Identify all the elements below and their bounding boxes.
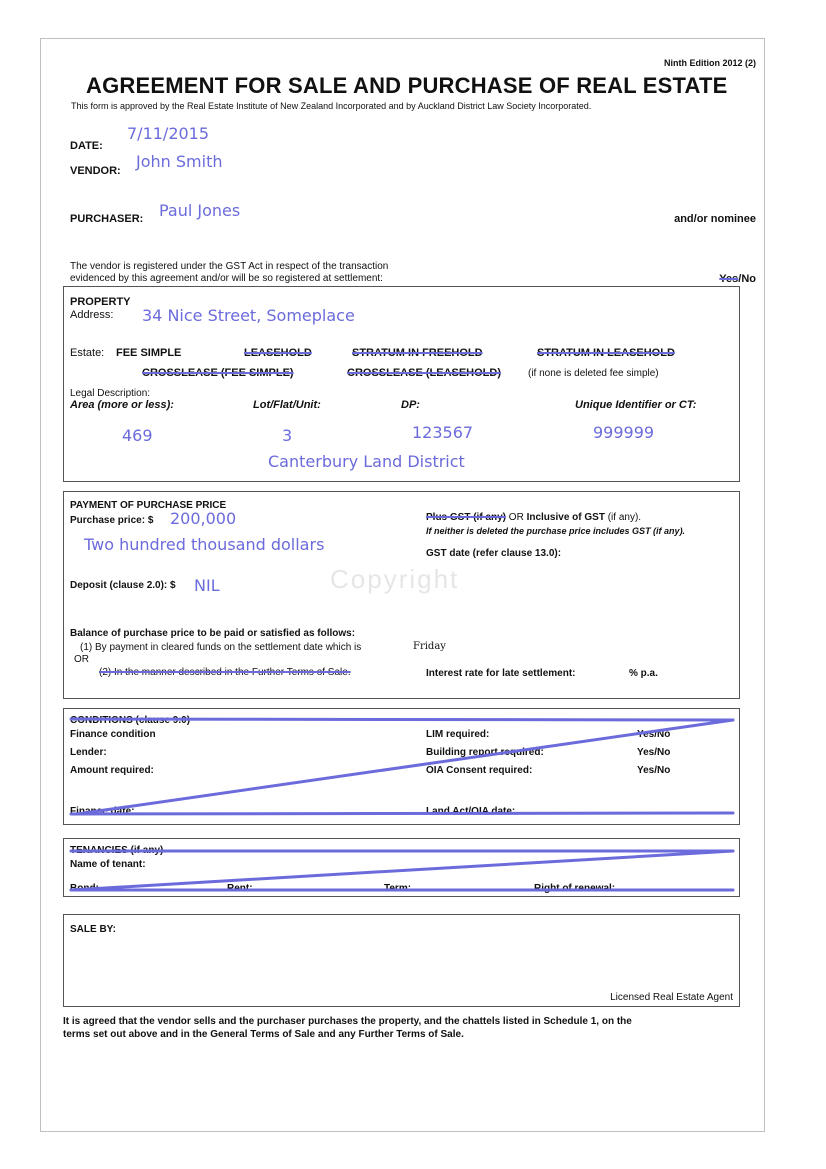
vendor-label: VENDOR: <box>70 165 121 177</box>
deposit-value[interactable]: NIL <box>194 576 220 595</box>
or-text: OR <box>506 512 527 523</box>
ct-label: Unique Identifier or CT: <box>575 399 697 411</box>
or-label: OR <box>74 654 89 665</box>
estate-none-deleted: (if none is deleted fee simple) <box>528 368 659 379</box>
agreement-text-2: terms set out above and in the General Terms of Sale and any Further Terms of Sale. <box>63 1029 464 1040</box>
oia-yes-no[interactable]: Yes/No <box>637 765 671 776</box>
plus-gst-struck: Plus GST (if any) <box>426 512 507 523</box>
form-page <box>40 38 765 1132</box>
estate-crosslease-fee[interactable]: CROSSLEASE (FEE SIMPLE) <box>142 367 294 379</box>
payment-option-1[interactable]: (1) By payment in cleared funds on the settlement date which is <box>80 642 362 653</box>
nominee-label: and/or nominee <box>674 213 756 225</box>
payment-heading: PAYMENT OF PURCHASE PRICE <box>70 500 227 511</box>
estate-label: Estate: <box>70 347 105 359</box>
edition-label: Ninth Edition 2012 (2) <box>663 58 756 68</box>
building-yes-no[interactable]: Yes/No <box>637 747 671 758</box>
lender-label: Lender: <box>70 747 107 758</box>
interest-rate-label: Interest rate for late settlement: <box>426 668 576 679</box>
renewal-label: Right of renewal: <box>534 883 616 894</box>
settlement-day-value[interactable]: Friday <box>413 641 446 652</box>
estate-stratum-leasehold[interactable]: STRATUM IN LEASEHOLD <box>537 347 675 359</box>
neither-deleted-note: If neither is deleted the purchase price includes GST (if any). <box>426 526 686 536</box>
lot-value[interactable]: 3 <box>282 426 293 445</box>
copyright-watermark: Copyright <box>330 564 460 594</box>
estate-crosslease-lease[interactable]: CROSSLEASE (LEASEHOLD) <box>347 367 502 379</box>
estate-stratum-freehold[interactable]: STRATUM IN FREEHOLD <box>352 347 483 359</box>
gst-line-1: The vendor is registered under the GST Act in respect of the transaction <box>70 261 389 272</box>
purchaser-value[interactable]: Paul Jones <box>159 201 241 220</box>
finance-date-label: Finance date: <box>70 806 135 817</box>
sale-by-heading: SALE BY: <box>70 924 116 935</box>
estate-fee-simple[interactable]: FEE SIMPLE <box>116 347 182 359</box>
conditions-strike-bottom <box>71 813 733 814</box>
legal-description-label: Legal Description: <box>70 388 151 399</box>
form-title: AGREEMENT FOR SALE AND PURCHASE OF REAL ESTATE <box>86 73 728 98</box>
percent-pa-label: % p.a. <box>629 668 658 679</box>
dp-value[interactable]: 123567 <box>412 423 474 442</box>
agreement-text-1: It is agreed that the vendor sells and the purchaser purchases the property, and the chattels listed in Schedule 1, on the <box>63 1016 632 1027</box>
tenant-name-label: Name of tenant: <box>70 859 146 870</box>
deposit-label: Deposit (clause 2.0): $ <box>70 580 176 591</box>
building-report-label: Building report required: <box>426 747 544 758</box>
address-value[interactable]: 34 Nice Street, Someplace <box>142 306 355 325</box>
lim-yes-no[interactable]: Yes/No <box>637 729 671 740</box>
property-heading: PROPERTY <box>70 296 131 308</box>
agent-label: Licensed Real Estate Agent <box>610 992 733 1003</box>
purchaser-label: PURCHASER: <box>70 213 144 225</box>
ct-value[interactable]: 999999 <box>593 423 655 442</box>
amount-required-label: Amount required: <box>70 765 154 776</box>
conditions-heading: CONDITIONS (clause 9.0) <box>70 715 191 726</box>
dp-label: DP: <box>401 399 420 411</box>
bond-label: Bond: <box>70 883 99 894</box>
tenancies-strike-diagonal <box>71 851 733 890</box>
area-value[interactable]: 469 <box>122 426 153 445</box>
address-label: Address: <box>70 309 114 321</box>
purchase-price-words[interactable]: Two hundred thousand dollars <box>84 535 325 554</box>
conditions-strike-diagonal <box>77 720 733 814</box>
lot-label: Lot/Flat/Unit: <box>253 399 321 411</box>
if-any-text: (if any). <box>604 512 642 523</box>
date-label: DATE: <box>70 140 103 152</box>
form-subtitle: This form is approved by the Real Estate Institute of New Zealand Incorporated and by Auckland District Law Society Incorporated. <box>71 101 592 111</box>
lim-required-label: LIM required: <box>426 729 490 740</box>
estate-leasehold[interactable]: LEASEHOLD <box>244 347 312 359</box>
inclusive-gst: Inclusive of GST <box>526 512 605 523</box>
term-label: Term: <box>384 883 412 894</box>
conditions-strike-top <box>71 719 733 720</box>
gst-date-label: GST date (refer clause 13.0): <box>426 548 562 559</box>
payment-option-2[interactable]: (2) In the manner described in the Further Terms of Sale. <box>99 667 351 678</box>
finance-condition-label: Finance condition <box>70 729 156 740</box>
purchase-price-label: Purchase price: $ <box>70 515 154 526</box>
land-act-date-label: Land Act/OIA date: <box>426 806 516 817</box>
land-district-value[interactable]: Canterbury Land District <box>268 452 465 471</box>
area-label: Area (more or less): <box>70 399 174 411</box>
oia-consent-label: OIA Consent required: <box>426 765 533 776</box>
rent-label: Rent: <box>227 883 253 894</box>
vendor-value[interactable]: John Smith <box>136 152 223 171</box>
purchase-price-value[interactable]: 200,000 <box>170 509 237 528</box>
date-value[interactable]: 7/11/2015 <box>127 124 210 143</box>
gst-yes-struck: Yes <box>719 273 739 285</box>
gst-line-2: evidenced by this agreement and/or will be so registered at settlement: <box>70 273 383 284</box>
balance-label: Balance of purchase price to be paid or satisfied as follows: <box>70 628 356 639</box>
strike-overlay <box>41 39 764 1131</box>
tenancies-heading: TENANCIES (if any) <box>70 845 164 856</box>
gst-no: /No <box>738 273 756 285</box>
